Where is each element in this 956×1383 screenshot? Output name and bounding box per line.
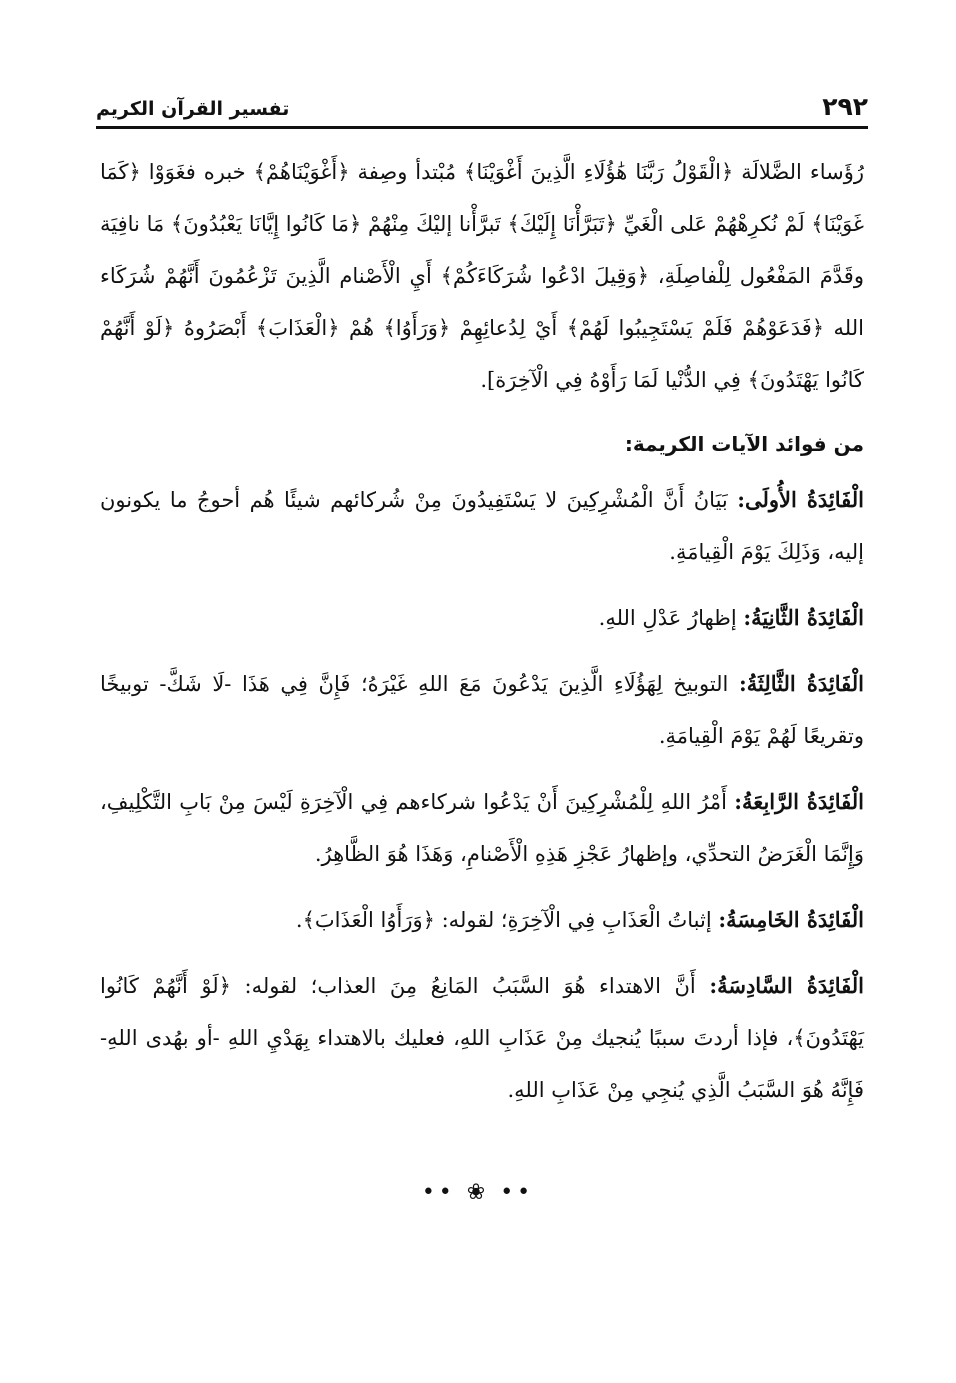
header-rule: [96, 126, 868, 129]
benefit-text: إثباتُ الْعَذَابِ فِي الْآخِرَةِ؛ لقوله: ﴿وَرَأَوُا الْعَذَابَ﴾.: [295, 908, 712, 932]
benefit-label: الْفَائِدَةُ السَّادِسَةُ:: [709, 973, 864, 998]
benefit-label: الْفَائِدَةُ الثَّانِيَةُ:: [743, 605, 864, 630]
page-number: ٢٩٢: [822, 92, 868, 121]
benefit-label: الْفَائِدَةُ الثَّالِثَةُ:: [738, 671, 864, 696]
benefit-paragraph-3: [100, 658, 864, 762]
benefit-text: إظهارُ عَدْلِ اللهِ.: [598, 606, 737, 630]
benefit-paragraph-2: [100, 592, 864, 644]
benefit-paragraph-1: [100, 474, 864, 578]
benefit-text: بَيَانُ أَنَّ الْمُشْرِكِينَ لا يَسْتَفِيدُونَ مِنْ شُركائهم شيئًا هُم أحوجُ ما يكونون إليه، وَذَلِكَ يَوْمَ الْقِيامَةِ.: [100, 488, 864, 564]
benefit-text: أَمْرُ اللهِ لِلْمُشْرِكِينَ أَنْ يَدْعُوا شركاءهم فِي الْآخِرَةِ لَيْسَ مِنْ بَابِ التَّكْلِيفِ، وَإِنَّمَا الْغَرَضُ التحدِّي، وإظهارُ عَجْزِ هَذِهِ الْأَصْنامِ، وَهَذَا هُوَ الظَّاهِرُ.: [100, 790, 864, 866]
section-heading: من فوائد الآيات الكريمة:: [624, 432, 864, 456]
benefit-text: أَنَّ الاهتداء هُوَ السَّبَبُ المَانِعُ مِنَ العذاب؛ لقوله: ﴿لَوْ أَنَّهُمْ كَانُوا يَهْتَدُونَ﴾، فإذا أردتَ سببًا يُنجيك مِنْ عَذَابِ اللهِ، فعليك بالاهتداء بِهَدْيِ اللهِ -أو بهُدى اللهِ- فَإِنَّهُ هُوَ السَّبَبُ الَّذِي يُنجِي مِنْ عَذَابِ اللهِ.: [100, 974, 864, 1102]
section-end-ornament: •• ❀ ••: [421, 1180, 535, 1205]
benefit-label: الْفَائِدَةُ الخَامِسَةُ:: [718, 907, 864, 932]
book-title: تفسير القرآن الكريم: [96, 98, 290, 120]
benefit-paragraph-6: [100, 960, 864, 1116]
running-header: [96, 78, 868, 122]
benefit-paragraph-5: [100, 894, 864, 946]
benefit-label: الْفَائِدَةُ الأُولَى:: [737, 487, 864, 512]
page-body: [100, 146, 864, 1130]
tafsir-intro-paragraph: رُؤَساء الضَّلالَة ﴿الْقَوْلُ رَبَّنَا هَٰؤُلَاءِ الَّذِينَ أَغْوَيْنَا﴾ مُبْتدأ وصِفة ﴿أَغْوَيْنَاهُمْ﴾ خبره فغَوَوْا ﴿كَمَا غَوَيْنَا﴾ لَمْ نُكرِهْهُمْ عَلى الْغَيِّ ﴿تَبَرَّأْنَا إِلَيْكَ﴾ تَبرَّأْنا إليْكَ مِنْهُمْ ﴿مَا كَانُوا إِيَّانَا يَعْبُدُونَ﴾ مَا نافِيَة وقَدَّمَ المَفْعُول لِلْفاصِلَةِ، ﴿وَقِيلَ ادْعُوا شُرَكَاءَكُمْ﴾ أَيِ الْأَصْنام الَّذِينَ تَزْعُمُونَ أَنَّهُمْ شُرَكَاء الله ﴿فَدَعَوْهُمْ فَلَمْ يَسْتَجِيبُوا لَهُمْ﴾ أَيْ لِدُعائِهِمْ ﴿وَرَأَوُا﴾ هُمْ ﴿الْعَذَابَ﴾ أَبْصَرُوهُ ﴿لَوْ أَنَّهُمْ كَانُوا يَهْتَدُونَ﴾ فِي الدُّنْيا لَمَا رَأَوْهُ فِي الْآخِرَة].: [100, 160, 864, 392]
benefit-label: الْفَائِدَةُ الرَّابِعَةُ:: [734, 789, 864, 814]
benefit-text: التوبيخ لِهَؤُلَاءِ الَّذِينَ يَدْعُونَ مَعَ اللهِ غَيْرَهُ؛ فَإِنَّ فِي هَذَا -لَا شَكَّ- توبيخًا وتقريعًا لَهُمْ يَوْمَ الْقِيامَةِ.: [100, 672, 864, 748]
benefit-paragraph-4: [100, 776, 864, 880]
